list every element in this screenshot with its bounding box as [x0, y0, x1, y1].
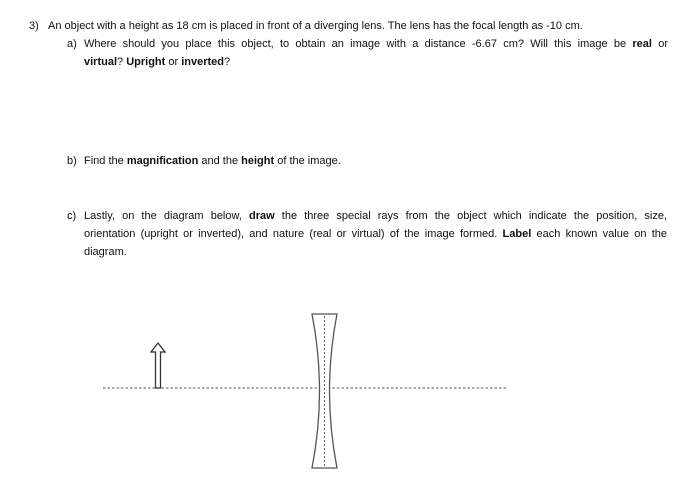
virtual-bold: virtual: [84, 56, 118, 68]
question-number: 3): [29, 20, 39, 32]
part-a-line-2: virtual? Upright or inverted?: [84, 56, 231, 68]
part-b-text: Find the magnification and the height of the image.: [84, 155, 341, 167]
part-b-label: b): [67, 155, 77, 167]
part-c-line-3: diagram.: [84, 246, 127, 258]
part-a-line-1: Where should you place this object, to obtain an image with a distance -6.67 cm? Will this image be real or: [84, 38, 669, 50]
part-c-line-2: orientation (upright or inverted), and nature (real or virtual) of the image formed. Label each known value on the: [84, 228, 667, 240]
part-c-label: c): [67, 210, 77, 222]
draw-bold: draw: [249, 210, 275, 222]
label-bold: Label: [502, 228, 532, 240]
magnification-bold: magnification: [126, 155, 199, 167]
part-c-line-1: Lastly, on the diagram below, draw the three special rays from the object which indicate the position, size,: [84, 210, 667, 222]
object-arrow: [151, 343, 165, 388]
inverted-bold: inverted: [181, 56, 225, 68]
question-intro: An object with a height as 18 cm is placed in front of a diverging lens. The lens has the focal length as -10 cm.: [48, 20, 583, 32]
real-bold: real: [632, 38, 652, 50]
part-a-label: a): [67, 38, 77, 50]
height-bold: height: [241, 155, 275, 167]
upright-bold: Upright: [126, 56, 166, 68]
diverging-lens: [312, 314, 337, 468]
